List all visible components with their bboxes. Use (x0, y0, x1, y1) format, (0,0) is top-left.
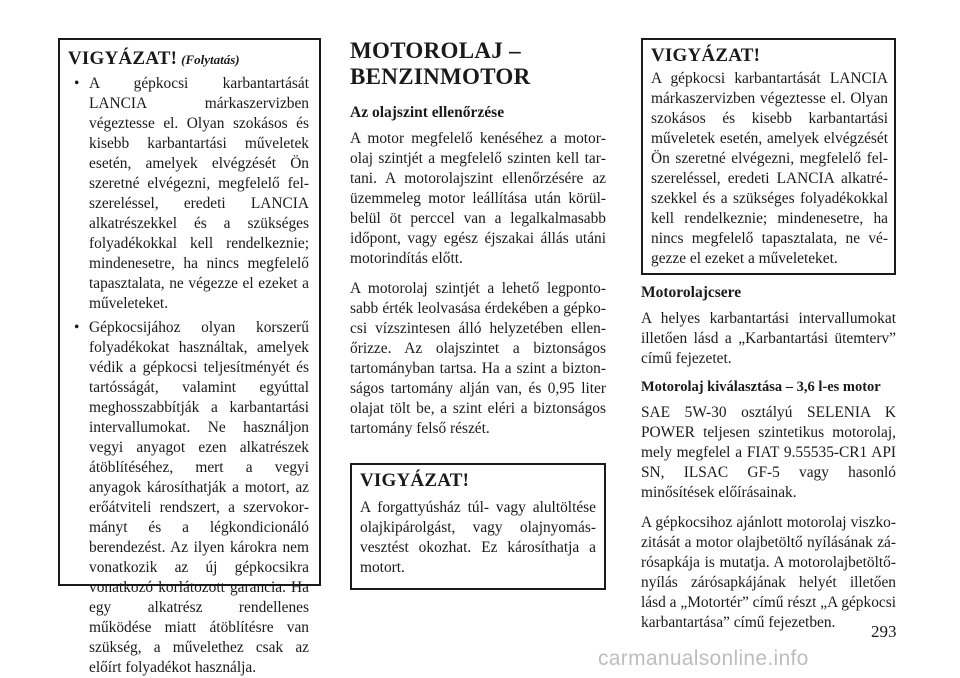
right-warning-text: A gépkocsi karbantartását LANCIA márkaszervizben végeztesse el. Olyan szokásos és kisebb karbantartási műveletek esetén, amelyek elvégzését Ön szeretné elvégezni, megfelelő felszereléssel, eredeti LANCIA alkatrészekkel és a szükséges folyadékokkal kell rendelkeznie; mindenesetre, ha nincs megfelelő tapasztalata, ne végezze el ezeket a műveleteket. (651, 70, 888, 267)
list-item: • Gépkocsijához olyan korszerű folyadékokat használtak, amelyek védik a gépkocsi teljesítményét és tartósságát, valamint egyúttal meghosszabbítják a karbantartási intervallumokat. Ne használjon vegyi anyagot ezen alkatrészek átöblítéséhez, mert a vegyi anyagok károsíthatják a motort, az erőátviteli rendszert, a szervokormányt és a légkondicionáló berendezést. Az ilyen károkra nem vonatkozik az új gépkocsikra vonatkozó korlátozott garancia. Ha egy alkatrész rendellenes működése miatt átöblítésre van szükség, a művelethez csak az előírt folyadékot használja. (68, 318, 309, 678)
oil-selection-paragraph: SAE 5W-30 osztályú SELENIA K POWER teljesen szintetikus motorolaj, mely megfelel a FIAT 9.55535-CR1 API SN, ILSAC GF-5 vagy hasonló minősítések előírásainak. (641, 404, 896, 501)
oil-level-paragraph: A motorolaj szintjét a lehető legpontosabb érték leolvasása érdekében a gépkocsi vízszintesen álló helyzetében ellenőrizze. Az olajszintet a biztonságos tartományban tartsa. Ha a szint a biztonságos tartomány alján van, és 0,95 liter olajat tölt be, a szint eléri a biztonságos tartomány felső részét. (350, 280, 606, 437)
right-warning-title: VIGYÁZAT! (651, 45, 761, 66)
right-column (641, 38, 896, 643)
list-item: • A gépkocsi karbantartását LANCIA márkaszervizben végeztesse el. Olyan szokásos és kisebb karbantartási műveletek esetén, amelyek elvégzését Ön szeretné elvégezni, megfelelő felszereléssel, eredeti LANCIA alkatrészekkel és a szükséges folyadékokkal kell rendelkeznie; mindenesetre, ha nincs megfelelő tapasztalata, ne végezze el ezeket a műveleteket. (68, 74, 309, 314)
oil-change-heading: Motorolajcsere (641, 284, 742, 301)
left-warning-title: VIGYÁZAT! (68, 48, 178, 69)
oil-level-paragraph: A motor megfelelő kenéséhez a motorolaj szintjét a megfelelő szinten kell tartani. A motorolajszint ellenőrzésére az üzemmeleg motor leállítása után körülbelül öt perccel van a legalkalmasabb időpont, vagy egész éjszakai állás utáni motorindítás előtt. (350, 130, 606, 267)
middle-column (350, 38, 606, 590)
middle-warning-title: VIGYÁZAT! (360, 470, 470, 491)
viscosity-paragraph: A gépkocsihoz ajánlott motorolaj viszkozitását a motor olajbetöltő nyílásának zárósapkája is mutatja. A motorolajbetöltőnyílás zárósapkájának helyét illetően lásd a „Motortér” című részt „A gépkocsi karbantartása” című fejezetben. (641, 514, 896, 631)
middle-warning-box (350, 463, 606, 590)
oil-level-subheading: Az olajszint ellenőrzése (350, 104, 505, 121)
left-warning-header (68, 48, 309, 70)
oil-selection-heading: Motorolaj kiválasztása – 3,6 l-es motor (641, 379, 881, 395)
right-warning-box (641, 38, 896, 275)
page-number: 293 (871, 622, 897, 641)
section-heading: MOTOROLAJ – BENZINMOTOR (350, 38, 531, 89)
middle-warning-text: A forgattyúsház túl- vagy alultöltése olajkipárolgást, vagy olajnyomásvesztést okozhat. Ez károsíthatja a motort. (360, 499, 596, 576)
left-warning-list (68, 74, 309, 678)
left-warning-box (58, 38, 321, 676)
watermark: carmanualsonline.info (598, 647, 809, 670)
left-warning-subtitle: (Folytatás) (181, 52, 240, 67)
oil-change-paragraph: A helyes karbantartási intervallumokat illetően lásd a „Karbantartási ütemterv” című fejezetet. (641, 310, 896, 367)
